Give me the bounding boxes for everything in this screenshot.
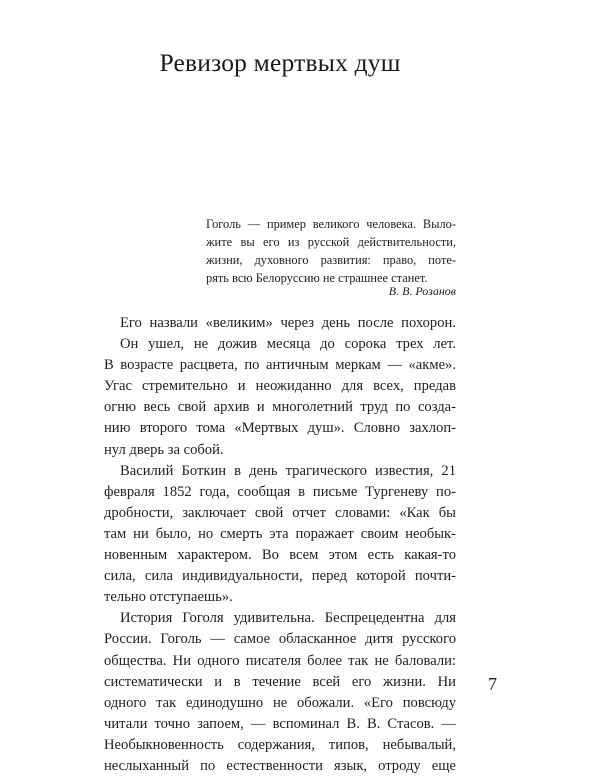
epigraph-line: жизни, духовного развития: право, поте- (206, 253, 456, 267)
body-line: дробности, заключает свой отчет словами: «Как бы (104, 504, 456, 521)
body-line: огню весь свой архив и многолетний труд по созда- (104, 399, 456, 416)
body-line: там ни было, но смерть эта поражает своим необык- (104, 525, 456, 542)
body-line: нию второго тома «Мертвых душ». Словно захлоп- (104, 420, 456, 437)
body-line: сила, сила индивидуальности, перед которой почти- (104, 568, 456, 585)
epigraph-author: В. В. Розанов (388, 284, 456, 298)
body-line: новенным характером. Во всем этом есть какая-то (104, 547, 456, 564)
body-line: общества. Ни одного писателя более так не баловали: (104, 652, 456, 669)
body-line: неслыханный по естественности язык, отроду еще (104, 757, 456, 774)
body-line: Он ушел, не дожив месяца до сорока трех лет. (120, 336, 456, 353)
epigraph (206, 215, 456, 287)
epigraph-line: Гоголь — пример великого человека. Выло- (206, 217, 456, 231)
body-line: Угас стремительно и неожиданно для всех, предав (104, 378, 456, 395)
body-line: России. Гоголь — самое обласканное дитя русского (104, 631, 456, 648)
body-line: нул дверь за собой. (104, 441, 224, 458)
page-number: 7 (488, 674, 497, 694)
body-line: февраля 1852 года, сообщая в письме Тургеневу по- (104, 483, 456, 500)
epigraph-line: жите вы его из русской действительности, (206, 235, 456, 249)
body-line: Его назвали «великим» через день после похорон. (120, 315, 456, 331)
body-line: Василий Боткин в день трагического известия, 21 (120, 462, 456, 479)
body-line: одного так единодушно не обожали. «Его повсюду (104, 694, 456, 711)
body-line: В возрасте расцвета, по античным меркам — «акме». (104, 357, 456, 374)
body-line: систематически и в течение всей его жизни. Ни (104, 673, 456, 690)
body-line: История Гоголя удивительна. Беспрецедентна для (120, 610, 456, 627)
epigraph-line: рять всю Белоруссию не страшнее станет. (206, 271, 428, 285)
page-title: Ревизор мертвых душ (159, 48, 401, 77)
body-text (104, 313, 456, 777)
body-line: читали точно запоем, — вспоминал В. В. Стасов. — (104, 715, 456, 732)
body-line: Необыкновенность содержания, типов, небывалый, (104, 736, 456, 753)
body-line: тельно отступаешь». (104, 589, 233, 606)
